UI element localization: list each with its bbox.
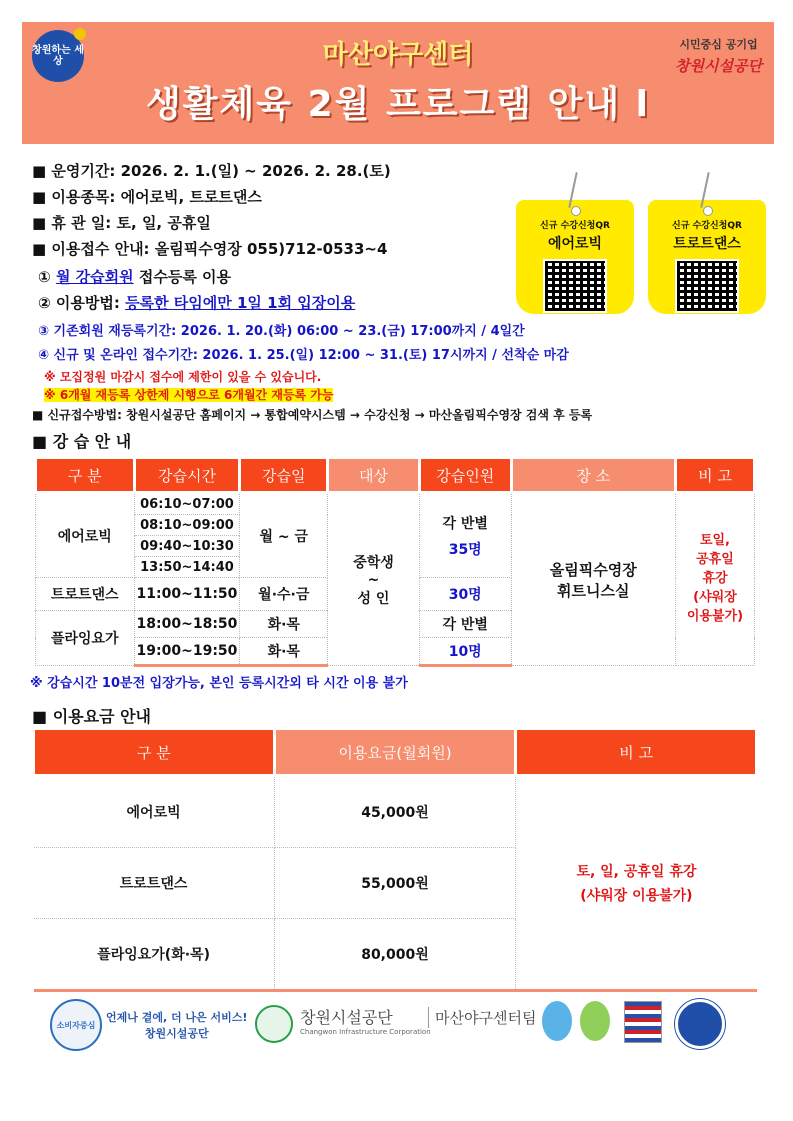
- header-banner: [22, 22, 774, 144]
- lesson-days: 월 ~ 금: [240, 493, 328, 578]
- col-header: 장 소: [511, 458, 675, 493]
- usage-method-link[interactable]: 등록한 타임에만 1일 1회 입장이용: [125, 294, 356, 312]
- info-n3: ③ 기존회원 재등록기간: 2026. 1. 20.(화) 06:00 ~ 23.(금) 17:00까지 / 4일간: [38, 324, 525, 339]
- section-lessons: ■ 강 습 안 내: [32, 432, 132, 451]
- info-n4: ④ 신규 및 온라인 접수기간: 2026. 1. 25.(일) 12:00 ~ 31.(토) 17시까지 / 선착순 마감: [38, 348, 569, 363]
- lesson-days: 화·목: [240, 611, 328, 638]
- qr-caption: 신규 수강신청QR: [672, 221, 742, 231]
- footer-org: 창원시설공단 Changwon Infrastructure Corporation: [300, 1008, 431, 1036]
- note-reregister: ※ 6개월 재등록 상한제 시행으로 6개월간 재등록 가능: [44, 388, 334, 402]
- col-header: 비 고: [516, 729, 757, 776]
- ccm-badge-icon: 소비자중심: [50, 999, 102, 1051]
- org-tag: 시민중심 공기업: [679, 38, 758, 51]
- section-fees: ■ 이용요금 안내: [32, 707, 151, 726]
- lesson-time: 13:50~14:40: [134, 557, 240, 578]
- fee-amount: 45,000원: [274, 776, 516, 848]
- target-cell: 중학생 ~ 성 인: [328, 493, 420, 666]
- info-items: ■ 이용종목: 에어로빅, 트로트댄스: [32, 188, 262, 206]
- col-header: 구 분: [36, 458, 135, 493]
- qr-name: 에어로빅: [547, 236, 603, 252]
- certification-icon: [624, 1001, 662, 1043]
- qr-code-icon[interactable]: [675, 259, 739, 313]
- fee-program: 트로트댄스: [34, 848, 275, 919]
- info-n1: ① 월 강습회원 접수등록 이용: [38, 268, 232, 286]
- lesson-time: 18:00~18:50: [134, 611, 240, 638]
- col-header: 대상: [328, 458, 420, 493]
- monthly-member-link[interactable]: 월 강습회원: [55, 268, 134, 286]
- page-title: 생활체육 2월 프로그램 안내 l: [145, 84, 651, 125]
- program-flying: 플라잉요가: [36, 611, 135, 666]
- info-closed: ■ 휴 관 일: 토, 일, 공휴일: [32, 214, 211, 232]
- col-header: 강습인원: [419, 458, 511, 493]
- mascot-green-icon: [580, 1001, 610, 1041]
- info-contact: ■ 이용접수 안내: 올림픽수영장 055)712-0533~4: [32, 240, 388, 258]
- footer-team: 마산야구센터팀: [428, 1007, 536, 1028]
- qr-card-aerobic[interactable]: [516, 200, 634, 314]
- qr-code-icon[interactable]: [543, 259, 607, 313]
- col-header: 강습일: [240, 458, 328, 493]
- footer: [50, 995, 750, 1055]
- capacity-aerobic: 각 반별 35명: [419, 493, 511, 578]
- time-note: ※ 강습시간 10분전 입장가능, 본인 등록시간외 타 시간 이용 불가: [30, 676, 408, 691]
- info-period: ■ 운영기간: 2026. 2. 1.(일) ~ 2026. 2. 28.(토): [32, 162, 391, 180]
- fee-table: [32, 727, 758, 992]
- human-rights-logo-icon: [675, 999, 725, 1049]
- place-cell: 올림픽수영장 휘트니스실: [511, 493, 675, 666]
- info-n2: ② 이용방법: 등록한 타임에만 1일 1회 입장이용: [38, 294, 356, 312]
- fee-program: 에어로빅: [34, 776, 275, 848]
- fee-amount: 55,000원: [274, 848, 516, 919]
- schedule-note: 토일, 공휴일 휴강 (샤워장 이용불가): [675, 493, 754, 666]
- qr-card-trot[interactable]: [648, 200, 766, 314]
- capacity-label-flying: 각 반별: [419, 611, 511, 638]
- fee-program: 플라잉요가(화·목): [34, 919, 275, 991]
- capacity-trot: 30명: [419, 578, 511, 611]
- capacity-flying: 10명: [419, 638, 511, 666]
- gyeongnam-logo-icon: [255, 1005, 293, 1043]
- city-logo-text: 창원하는 세상: [32, 45, 84, 67]
- footer-slogan: 언제나 곁에, 더 나은 서비스! 창원시설공단: [106, 1011, 248, 1040]
- col-header: 이용요금(월회원): [274, 729, 516, 776]
- fee-note: 토, 일, 공휴일 휴강 (샤워장 이용불가): [516, 776, 757, 991]
- lesson-time: 08:10~09:00: [134, 515, 240, 536]
- note-quota: ※ 모집정원 마감시 접수에 제한이 있을 수 있습니다.: [44, 370, 322, 384]
- mascot-blue-icon: [542, 1001, 572, 1041]
- center-name: 마산야구센터: [322, 40, 474, 70]
- lesson-days: 화·목: [240, 638, 328, 666]
- lesson-days: 월·수·금: [240, 578, 328, 611]
- info-method: ■ 신규접수방법: 창원시설공단 홈페이지 → 통합예약시스템 → 수강신청 → 마산올림픽수영장 검색 후 등록: [32, 408, 593, 422]
- col-header: 비 고: [675, 458, 754, 493]
- org-name: 창원시설공단: [675, 57, 762, 75]
- program-aerobic: 에어로빅: [36, 493, 135, 578]
- lesson-time: 06:10~07:00: [134, 493, 240, 515]
- program-trot: 트로트댄스: [36, 578, 135, 611]
- lesson-time: 11:00~11:50: [134, 578, 240, 611]
- fee-amount: 80,000원: [274, 919, 516, 991]
- lesson-time: 19:00~19:50: [134, 638, 240, 666]
- org-badge: [675, 36, 762, 76]
- qr-caption: 신규 수강신청QR: [540, 221, 610, 231]
- qr-name: 트로트댄스: [673, 236, 741, 252]
- col-header: 강습시간: [134, 458, 240, 493]
- schedule-table: [34, 456, 756, 667]
- lesson-time: 09:40~10:30: [134, 536, 240, 557]
- col-header: 구 분: [34, 729, 275, 776]
